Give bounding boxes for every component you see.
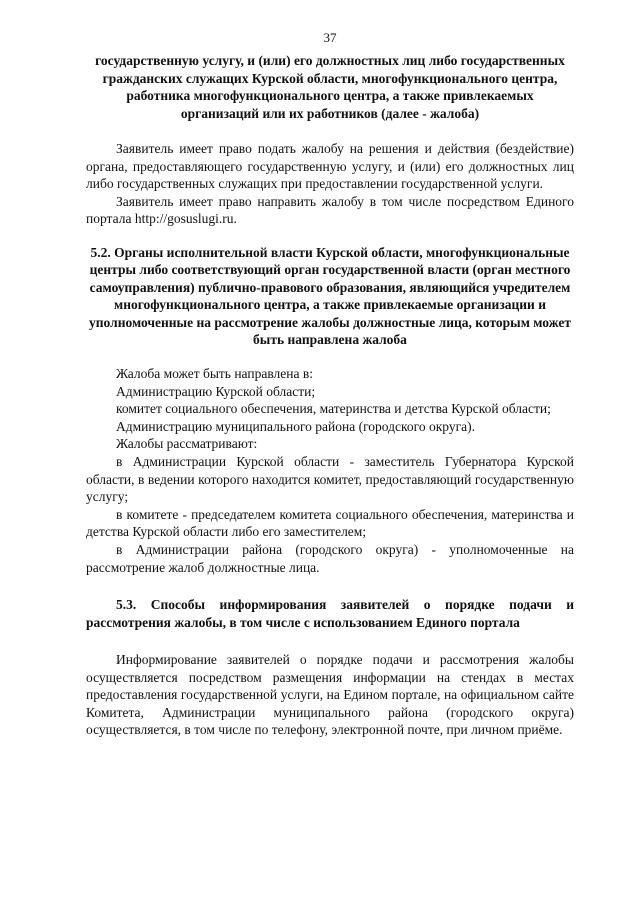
heading-continuation: государственную услугу, и (или) его должностных лиц либо государственных гражданских служащих Курской области, многофункционального центра, работника многофункционального центра, а также привлекаемых организаций или их работников (далее - жалоба) — [95, 53, 565, 121]
section-5-3-text: Информирование заявителей о порядке подачи и рассмотрения жалобы осуществляется посредством размещения информации на стендах в местах предоставления государственной услуги, на Едином портале, на официальном сайте Комитета, Администрации муниципального района (городского округа) осуществляется, в том числе по телефону, электронной почте, при личном приёме. — [86, 652, 574, 738]
list-line: в комитете - председателем комитета социального обеспечения, материнства и детства Курской области либо его заместителем; — [86, 506, 574, 540]
list-line: Администрацию муниципального района (городского округа). — [116, 418, 475, 434]
list-line: Администрацию Курской области; — [116, 383, 316, 399]
section-5-3-title: 5.3. Способы информирования заявителей о порядке подачи и рассмотрения жалобы, в том числе с использованием Единого портала — [86, 597, 574, 630]
list-line: в Администрации района (городского округа) - уполномоченные на рассмотрение жалоб должностные лица. — [86, 541, 574, 575]
section-5-2-body — [86, 365, 574, 576]
list-line: Жалоба может быть направлена в: — [116, 365, 313, 381]
list-line: в Администрации Курской области - заместитель Губернатора Курской области, в ведении которого находится комитет, предоставляющий государственную услугу; — [86, 453, 574, 505]
page-number: 37 — [323, 30, 337, 45]
paragraph-right-to-complain: Заявитель имеет право подать жалобу на решения и действия (бездействие) органа, предоставляющего государственную услугу, и (или) его должностных лиц либо государственных служащих при предоставлении государственной услуги. — [86, 141, 574, 192]
paragraph-portal: Заявитель имеет право направить жалобу в том числе посредством Единого портала http://gosuslugi.ru. — [86, 193, 574, 227]
section-5-2-title: 5.2. Органы исполнительной власти Курской области, многофункциональные центры либо соответствующий орган государственной власти (орган местного самоуправления) публично-правового образования, являющийся учредителем многофункционального центра, а также привлекаемые организации и уполномоченные на рассмотрение жалобы должностные лица, которым может быть направлена жалоба — [89, 244, 571, 348]
list-line: Жалобы рассматривают: — [116, 436, 258, 452]
document-page — [86, 30, 574, 739]
list-line: комитет социального обеспечения, материнства и детства Курской области; — [116, 401, 551, 417]
